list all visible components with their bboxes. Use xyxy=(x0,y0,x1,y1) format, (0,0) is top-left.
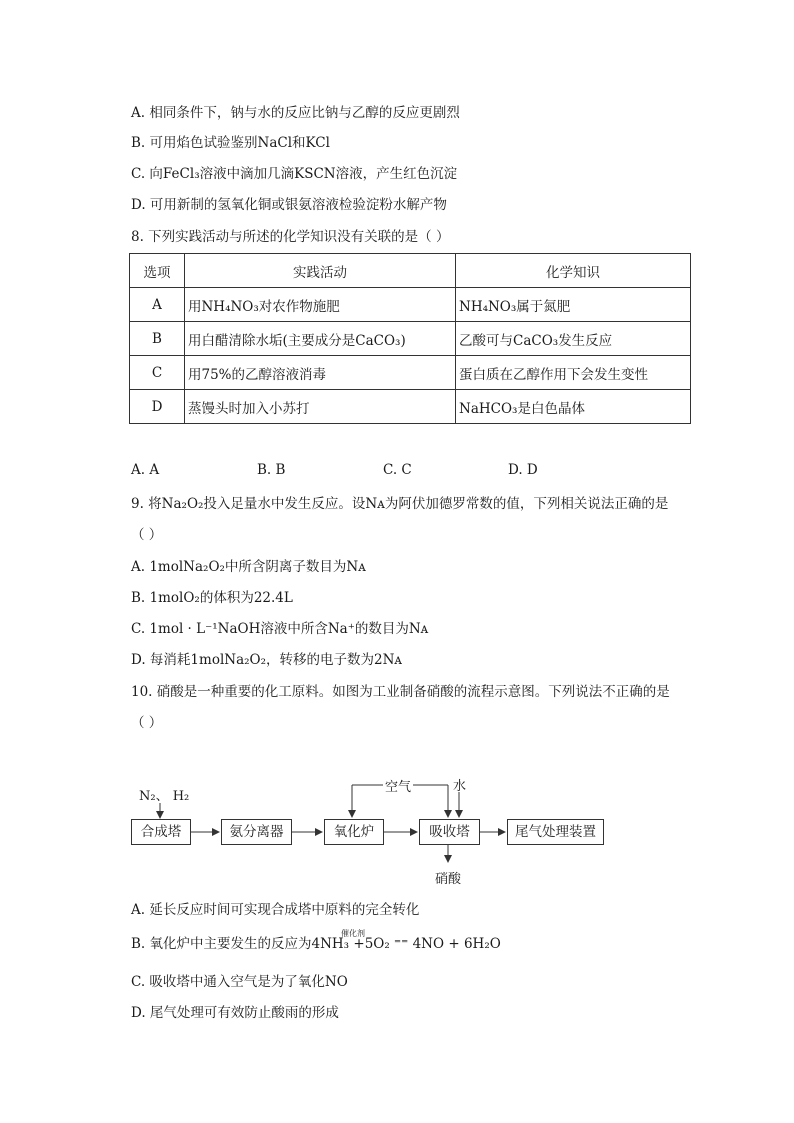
q8-answer-d: D. D xyxy=(508,462,538,478)
row-option: D xyxy=(130,390,185,424)
water-label: 水 xyxy=(453,779,467,794)
q9-stem-line2: （ ） xyxy=(131,527,163,543)
q8-answer-a: A. A xyxy=(131,462,160,478)
row-knowledge: 蛋白质在乙醇作用下会发生变性 xyxy=(456,356,691,390)
row-knowledge: NaHCO₃是白色晶体 xyxy=(456,390,691,424)
q10-option-a: A. 延长反应时间可实现合成塔中原料的完全转化 xyxy=(131,902,420,918)
air-label: 空气 xyxy=(383,776,413,795)
row-knowledge: 乙酸可与CaCO₃发生反应 xyxy=(456,322,691,356)
box-oxidation-furnace: 氧化炉 xyxy=(324,819,384,845)
q9-stem-line1: 9. 将Na₂O₂投入足量水中发生反应。设Nᴀ为阿伏加德罗常数的值，下列相关说法正确的是 xyxy=(131,496,669,512)
q9-option-d: D. 每消耗1molNa₂O₂，转移的电子数为2Nᴀ xyxy=(131,652,403,668)
q7-option-a: A. 相同条件下，钠与水的反应比钠与乙醇的反应更剧烈 xyxy=(131,105,460,121)
q9-option-a: A. 1molNa₂O₂中所含阴离子数目为Nᴀ xyxy=(131,559,366,575)
feed-label: N₂、 H₂ xyxy=(139,789,190,804)
q8-stem: 8. 下列实践活动与所述的化学知识没有关联的是（ ） xyxy=(131,229,450,245)
row-option: C xyxy=(130,356,185,390)
row-option: B xyxy=(130,322,185,356)
catalyst-label: 催化剂 xyxy=(341,929,365,938)
q8-answer-b: B. B xyxy=(257,462,286,478)
box-synthesis-tower: 合成塔 xyxy=(131,819,191,845)
nitric-acid-label: 硝酸 xyxy=(435,872,462,887)
q10-stem-line2: （ ） xyxy=(131,715,163,731)
row-activity: 用白醋清除水垢(主要成分是CaCO₃) xyxy=(185,322,456,356)
q9-option-b: B. 1molO₂的体积为22.4L xyxy=(131,590,293,606)
row-activity: 蒸馒头时加入小苏打 xyxy=(185,390,456,424)
row-activity: 用75%的乙醇溶液消毒 xyxy=(185,356,456,390)
row-knowledge: NH₄NO₃属于氮肥 xyxy=(456,288,691,322)
q10-option-d: D. 尾气处理可有效防止酸雨的形成 xyxy=(131,1005,339,1021)
box-ammonia-separator: 氨分离器 xyxy=(221,819,292,845)
q7-option-c: C. 向FeCl₃溶液中滴加几滴KSCN溶液，产生红色沉淀 xyxy=(131,166,458,182)
q8-answer-c: C. C xyxy=(383,462,412,478)
q7-option-d: D. 可用新制的氢氧化铜或银氨溶液检验淀粉水解产物 xyxy=(131,197,447,213)
row-option: A xyxy=(130,288,185,322)
row-activity: 用NH₄NO₃对农作物施肥 xyxy=(185,288,456,322)
box-tail-gas-treatment: 尾气处理装置 xyxy=(507,819,604,845)
q9-option-c: C. 1mol · L⁻¹NaOH溶液中所含Na⁺的数目为Nᴀ xyxy=(131,621,429,637)
header-activity: 实践活动 xyxy=(185,254,456,288)
q10-option-c: C. 吸收塔中通入空气是为了氧化NO xyxy=(131,974,348,990)
box-absorption-tower: 吸收塔 xyxy=(419,819,480,845)
q10-stem-line1: 10. 硝酸是一种重要的化工原料。如图为工业制备硝酸的流程示意图。下列说法不正确的是 xyxy=(131,684,670,700)
q10-option-b: B. 氧化炉中主要发生的反应为4NH₃ +5O₂ ⁼⁼ 4NO + 6H₂O xyxy=(131,936,501,952)
header-option: 选项 xyxy=(130,254,185,288)
q7-option-b: B. 可用焰色试验鉴别NaCl和KCl xyxy=(131,135,330,151)
header-knowledge: 化学知识 xyxy=(456,254,691,288)
